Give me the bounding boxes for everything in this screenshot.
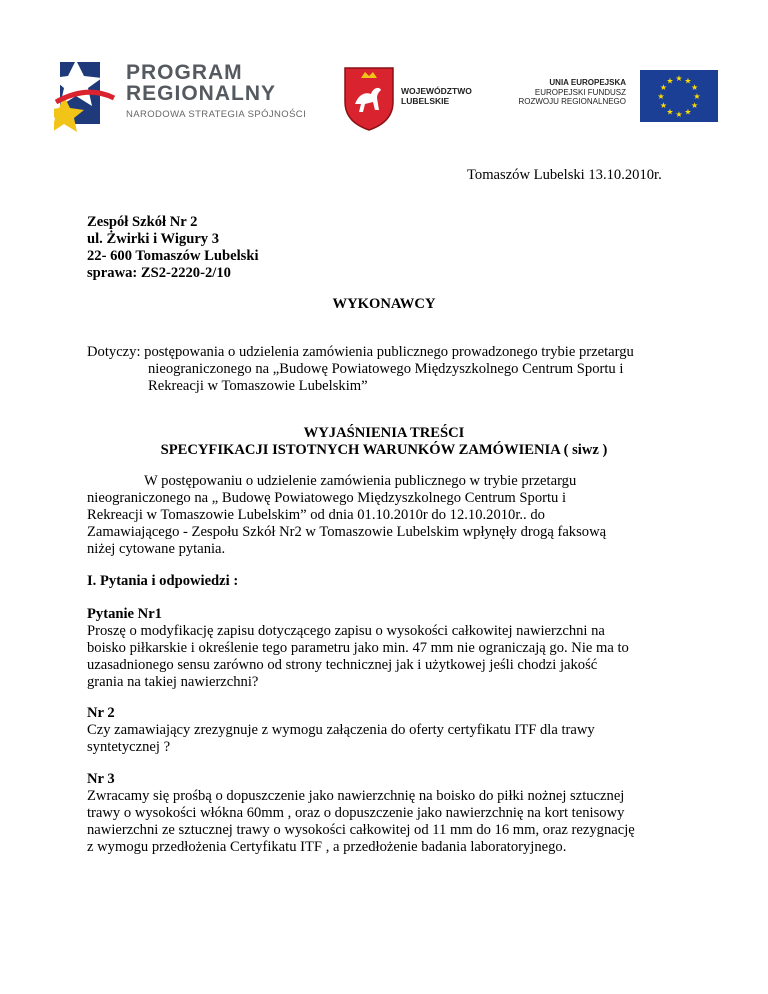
eu-line2: EUROPEJSKI FUNDUSZ [534, 87, 626, 97]
program-title: PROGRAM [126, 61, 243, 84]
question-2-line-1: Czy zamawiający zrezygnuje z wymogu załączenia do oferty certyfikatu ITF dla trawy [87, 722, 595, 738]
question-3-line-3: nawierzchni ze sztucznej trawy o wysokości całkowitej od 11 mm do 16 mm, oraz rezygnację [87, 822, 635, 838]
intro-line-5: niżej cytowane pytania. [87, 541, 226, 557]
subject-line-1: Dotyczy: postępowania o udzielenia zamówienia publicznego prowadzonego trybie przetargu [87, 344, 634, 360]
sender-block [87, 214, 259, 282]
sender-street: ul. Żwirki i Wigury 3 [87, 231, 220, 247]
svg-text:★: ★ [666, 76, 674, 86]
question-2-heading: Nr 2 [87, 705, 115, 721]
svg-text:★: ★ [666, 107, 674, 117]
title-line-1: WYJAŚNIENIA TREŚCI [303, 425, 465, 441]
wojewodztwo-text [401, 86, 472, 106]
question-1-line-3: uzasadnionego sensu zarówno od strony technicznej jak i użytkowej jeśli chodzi jakość [87, 657, 598, 673]
place-date: Tomaszów Lubelski 13.10.2010r. [467, 167, 662, 183]
coat-of-arms-icon [343, 66, 395, 132]
svg-text:★: ★ [684, 76, 692, 86]
svg-text:★: ★ [675, 74, 683, 83]
sender-city: 22- 600 Tomaszów Lubelski [87, 248, 259, 264]
svg-text:★: ★ [659, 83, 667, 92]
program-regionalny-text [126, 62, 306, 120]
svg-text:★: ★ [693, 92, 701, 101]
regionalny-title: REGIONALNY [126, 82, 277, 105]
question-3-line-1: Zwracamy się prośbą o dopuszczenie jako nawierzchnię na boisko do piłki nożnej sztucznej [87, 788, 625, 804]
lubelskie-line: LUBELSKIE [401, 96, 450, 106]
subject-line-2: nieograniczonego na „Budowę Powiatowego Międzyszkolnego Centrum Sportu i [148, 361, 624, 377]
eu-flag-icon [640, 70, 718, 122]
eu-line3: ROZWOJU REGIONALNEGO [518, 97, 626, 106]
wojewodztwo-lubelskie-logo [343, 66, 503, 136]
eu-logo [508, 70, 718, 126]
eu-text [518, 78, 626, 107]
intro-line-3: Rekreacji w Tomaszowie Lubelskim” od dnia 01.10.2010r do 12.10.2010r.. do [87, 507, 545, 523]
intro-line-4: Zamawiającego - Zespołu Szkół Nr2 w Tomaszowie Lubelskim wpłynęły drogą faksową [87, 524, 607, 540]
program-regionalny-logo [54, 58, 316, 134]
question-1-line-4: grania na takiej nawierzchni? [87, 674, 259, 690]
svg-text:★: ★ [659, 101, 667, 110]
question-3-line-2: trawy o wysokości włókna 60mm , oraz o dopuszczenie jako nawierzchnię na kort tenisowy [87, 805, 625, 821]
program-subtitle: NARODOWA STRATEGIA SPÓJNOŚCI [126, 109, 307, 120]
question-2-line-2: syntetycznej ? [87, 739, 171, 755]
question-1-line-2: boisko piłkarskie i określenie tego parametru jako min. 47 mm nie ograniczają go. Nie ma to [87, 640, 629, 656]
recipient: WYKONAWCY [332, 296, 436, 312]
question-1-heading: Pytanie Nr1 [87, 606, 162, 622]
wojewodztwo-line: WOJEWÓDZTWO [401, 86, 472, 96]
svg-text:★: ★ [691, 101, 699, 110]
question-1-line-1: Proszę o modyfikację zapisu dotyczącego zapisu o wysokości całkowitej nawierzchni na [87, 623, 605, 639]
intro-line-1: W postępowaniu o udzielenie zamówienia publicznego w trybie przetargu [144, 473, 577, 489]
program-regionalny-emblem-icon [54, 58, 124, 134]
eu-line1: UNIA EUROPEJSKA [549, 78, 626, 87]
section-heading: I. Pytania i odpowiedzi : [87, 573, 239, 589]
sender-name: Zespół Szkół Nr 2 [87, 214, 198, 230]
title-line-2: SPECYFIKACJI ISTOTNYCH WARUNKÓW ZAMÓWIENIA ( siwz ) [160, 442, 608, 458]
svg-text:★: ★ [684, 107, 692, 117]
svg-text:★: ★ [657, 92, 665, 101]
svg-text:★: ★ [691, 83, 699, 92]
question-3-heading: Nr 3 [87, 771, 115, 787]
subject-line-3: Rekreacji w Tomaszowie Lubelskim” [148, 378, 368, 394]
question-3-line-4: z wymogu przedłożenia Certyfikatu ITF , a przedłożenie badania laboratoryjnego. [87, 839, 567, 855]
case-number: sprawa: ZS2-2220-2/10 [87, 265, 231, 281]
intro-line-2: nieograniczonego na „ Budowę Powiatowego Międzyszkolnego Centrum Sportu i [87, 490, 567, 506]
svg-text:★: ★ [675, 110, 683, 119]
